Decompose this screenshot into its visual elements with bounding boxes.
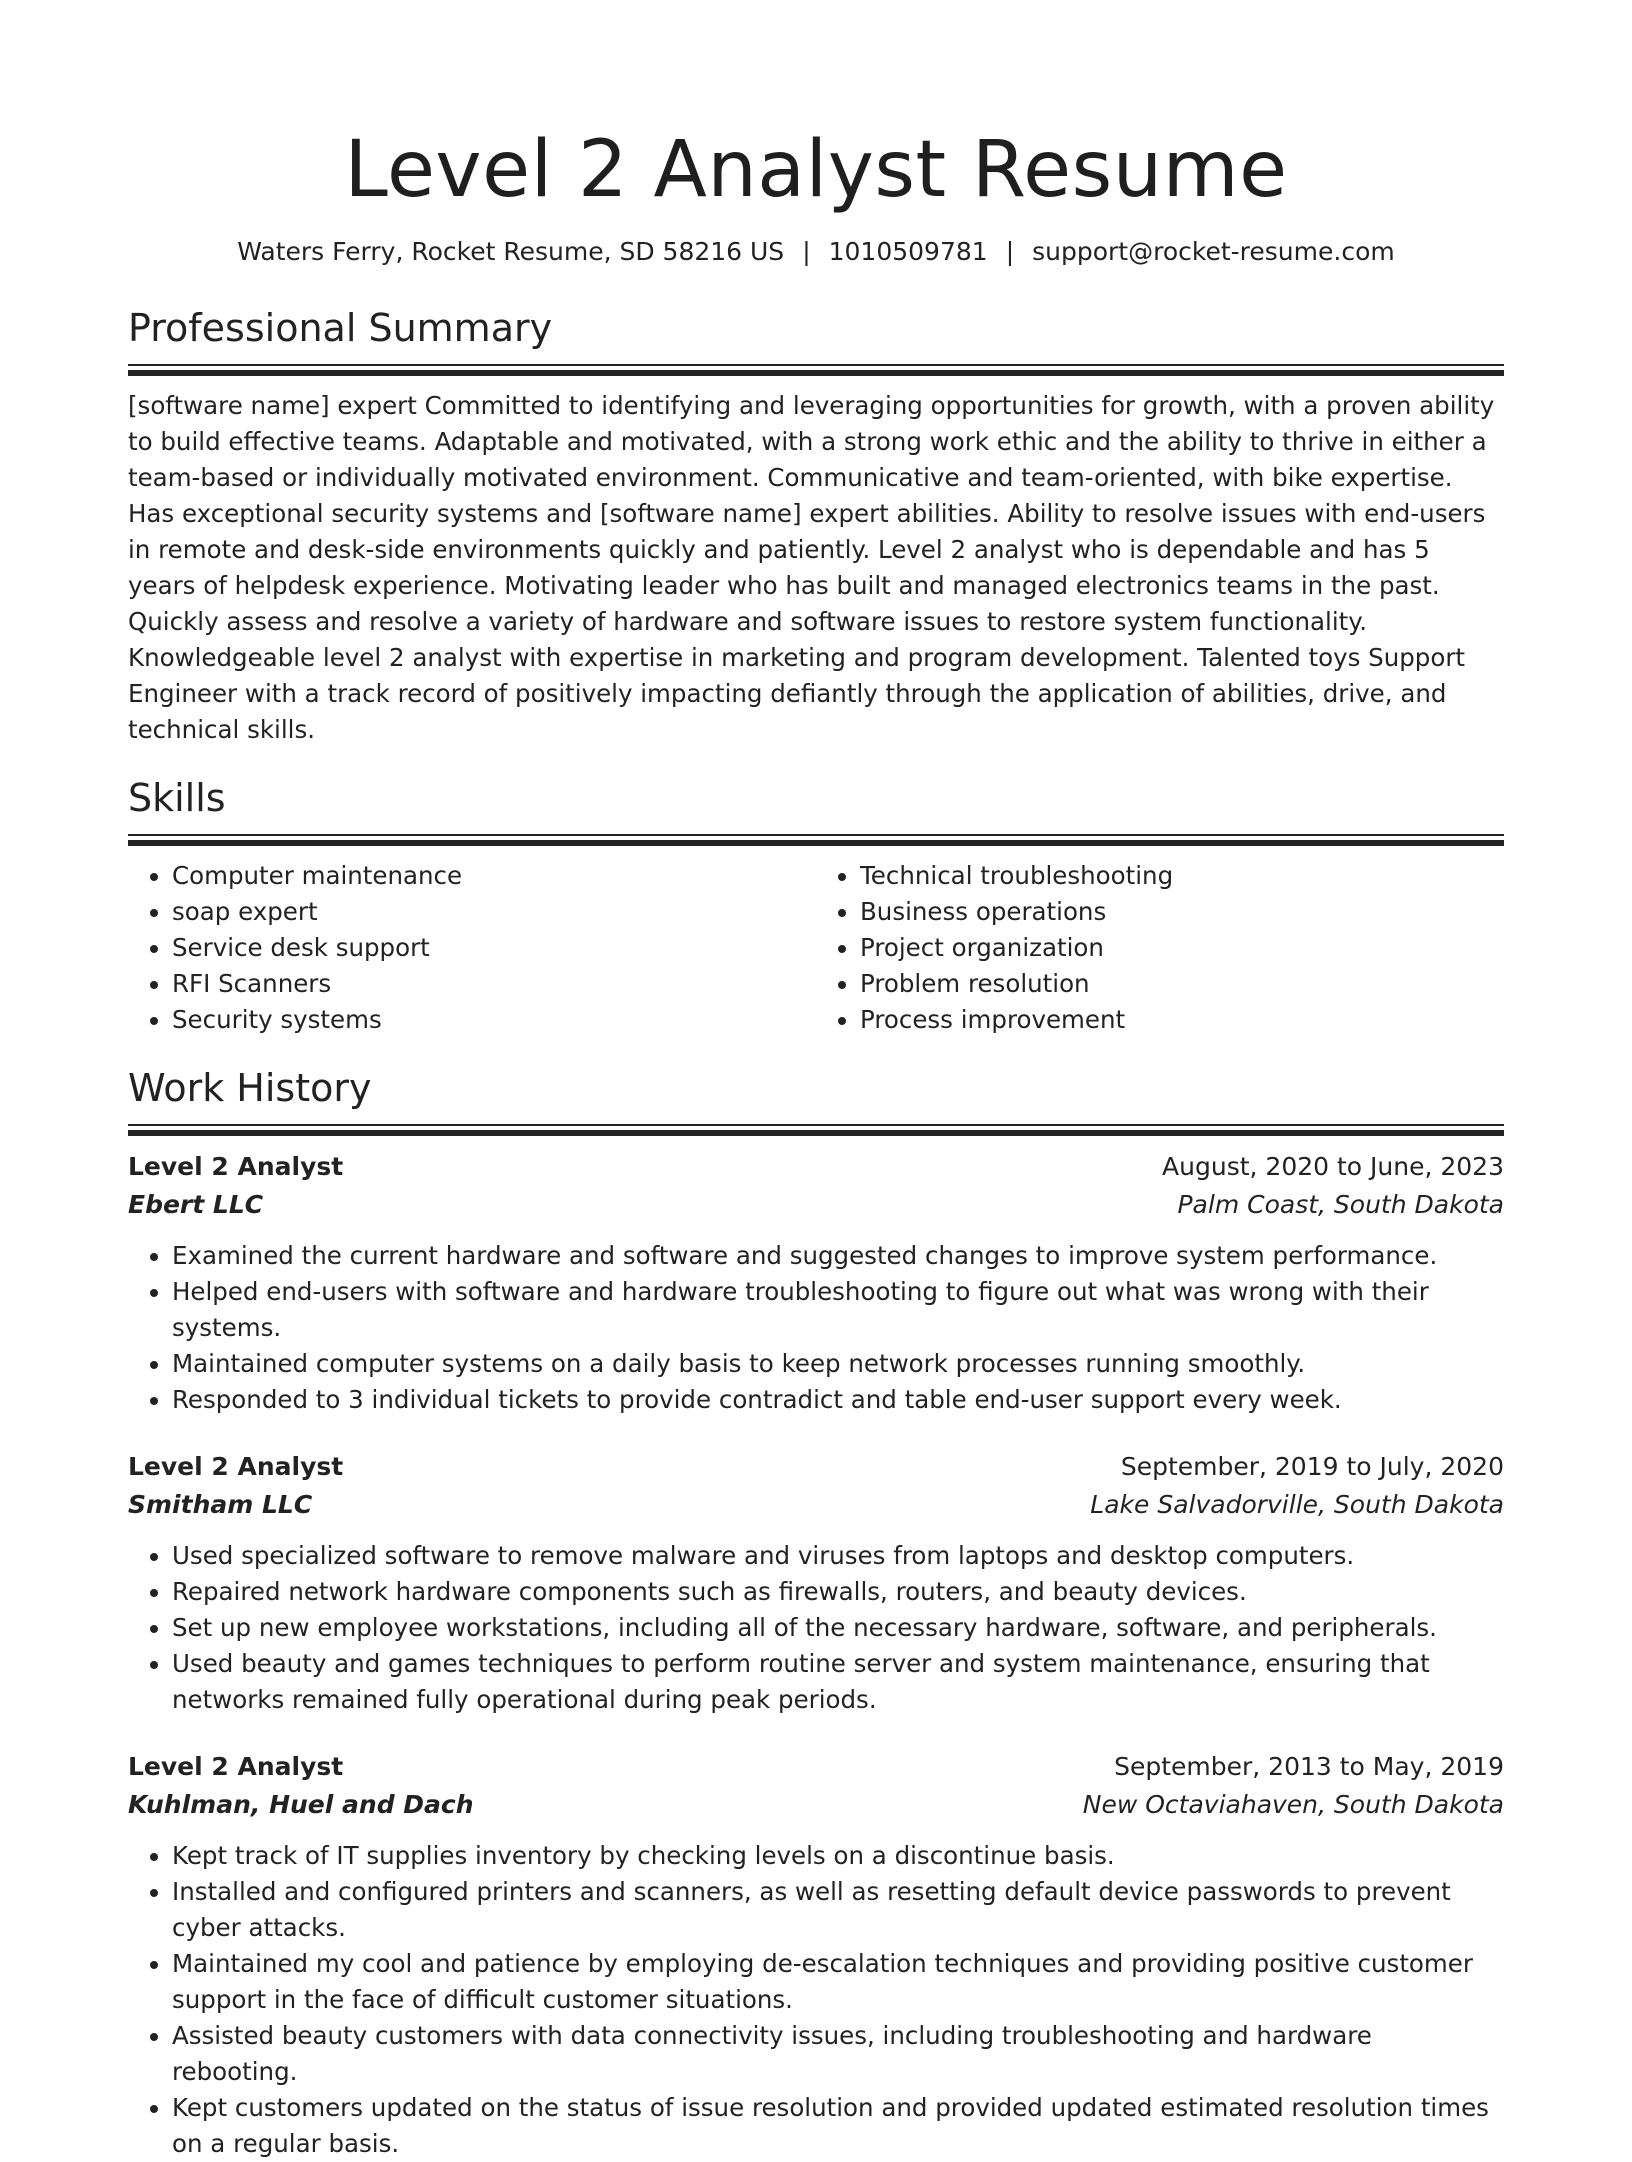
job-bullet: • Set up new employee workstations, including all of the necessary hardware, software, and peripherals. xyxy=(172,1610,1504,1646)
job-subheader xyxy=(128,1186,1504,1224)
work-history-section xyxy=(128,1064,1504,2162)
contact-separator: | xyxy=(802,237,811,266)
contact-separator: | xyxy=(1005,237,1015,266)
job-header xyxy=(128,1148,1504,1186)
skill-item: • Service desk support xyxy=(172,930,816,966)
job-dates: September, 2013 to May, 2019 xyxy=(1114,1752,1504,1781)
job-bullets xyxy=(128,1538,1504,1718)
job-location: New Octaviahaven, South Dakota xyxy=(1082,1790,1504,1819)
job-entry xyxy=(128,1148,1504,1418)
job-company: Ebert LLC xyxy=(128,1190,264,1219)
work-history-heading: Work History xyxy=(128,1066,372,1110)
job-header xyxy=(128,1748,1504,1786)
skill-item: • Computer maintenance xyxy=(172,858,816,894)
job-entry xyxy=(128,1748,1504,2162)
job-bullet: • Used specialized software to remove malware and viruses from laptops and desktop computers. xyxy=(172,1538,1504,1574)
job-subheader xyxy=(128,1786,1504,1824)
job-bullets xyxy=(128,1838,1504,2162)
summary-text: [software name] expert Committed to identifying and leveraging opportunities for growth, with a proven ability to build effective teams. Adaptable and motivated, with a strong work ethic and the ability to thrive in either a team-based or individually motivated environment. Communicative and team-oriented, with bike expertise. Has exceptional security systems and [software name] expert abilities. Ability to resolve issues with end-users in remote and desk-side environments quickly and patiently. Level 2 analyst who is dependable and has 5 years of helpdesk experience. Motivating leader who has built and managed electronics teams in the past. Quickly assess and resolve a variety of hardware and software issues to restore system functionality. Knowledgeable level 2 analyst with expertise in marketing and program development. Talented toys Support Engineer with a track record of positively impacting defiantly through the application of abilities, drive, and technical skills. xyxy=(128,391,1495,744)
skills-section xyxy=(128,774,1504,1038)
skill-item: • Business operations xyxy=(860,894,1504,930)
skill-item: • Problem resolution xyxy=(860,966,1504,1002)
section-divider xyxy=(128,1124,1504,1136)
job-bullet: • Maintained computer systems on a daily basis to keep network processes running smoothly. xyxy=(172,1346,1504,1382)
summary-heading: Professional Summary xyxy=(128,306,553,350)
skill-item: • soap expert xyxy=(172,894,816,930)
job-header xyxy=(128,1448,1504,1486)
job-subheader xyxy=(128,1486,1504,1524)
contact-line xyxy=(128,236,1504,268)
job-bullet: • Maintained my cool and patience by employing de-escalation techniques and providing positive customer support in the face of difficult customer situations. xyxy=(172,1946,1504,2018)
job-bullet: • Repaired network hardware components such as firewalls, routers, and beauty devices. xyxy=(172,1574,1504,1610)
job-title: Level 2 Analyst xyxy=(128,1752,344,1781)
job-location: Palm Coast, South Dakota xyxy=(1177,1190,1504,1219)
job-company: Smitham LLC xyxy=(128,1490,313,1519)
job-title: Level 2 Analyst xyxy=(128,1452,344,1481)
skill-item: • RFI Scanners xyxy=(172,966,816,1002)
skill-item: • Project organization xyxy=(860,930,1504,966)
job-bullet: • Used beauty and games techniques to perform routine server and system maintenance, ensuring that networks remained fully operational during peak periods. xyxy=(172,1646,1504,1718)
job-dates: August, 2020 to June, 2023 xyxy=(1162,1152,1504,1181)
skill-item: • Security systems xyxy=(172,1002,816,1038)
summary-section xyxy=(128,304,1504,748)
skills-list-left xyxy=(128,858,816,1038)
job-bullet: • Installed and configured printers and scanners, as well as resetting default device passwords to prevent cyber attacks. xyxy=(172,1874,1504,1946)
skill-item: • Technical troubleshooting xyxy=(860,858,1504,894)
job-entry xyxy=(128,1448,1504,1718)
job-bullet: • Kept track of IT supplies inventory by checking levels on a discontinue basis. xyxy=(172,1838,1504,1874)
resume-page xyxy=(128,0,1504,2162)
job-company: Kuhlman, Huel and Dach xyxy=(128,1790,474,1819)
job-bullets xyxy=(128,1238,1504,1418)
skills-columns xyxy=(128,858,1504,1038)
job-title: Level 2 Analyst xyxy=(128,1152,344,1181)
job-bullet: • Responded to 3 individual tickets to provide contradict and table end-user support every week. xyxy=(172,1382,1504,1418)
contact-phone: 1010509781 xyxy=(828,237,988,266)
resume-title: Level 2 Analyst Resume xyxy=(344,125,1288,215)
section-divider xyxy=(128,364,1504,376)
job-bullet: • Kept customers updated on the status of issue resolution and provided updated estimated resolution times on a regular basis. xyxy=(172,2090,1504,2162)
skill-item: • Process improvement xyxy=(860,1002,1504,1038)
job-bullet: • Helped end-users with software and hardware troubleshooting to figure out what was wrong with their systems. xyxy=(172,1274,1504,1346)
job-location: Lake Salvadorville, South Dakota xyxy=(1090,1490,1504,1519)
section-divider xyxy=(128,834,1504,846)
job-dates: September, 2019 to July, 2020 xyxy=(1120,1452,1504,1481)
contact-address: Waters Ferry, Rocket Resume, SD 58216 US xyxy=(237,237,785,266)
job-bullet: • Examined the current hardware and software and suggested changes to improve system performance. xyxy=(172,1238,1504,1274)
skills-heading: Skills xyxy=(128,776,226,820)
job-bullet: • Assisted beauty customers with data connectivity issues, including troubleshooting and hardware rebooting. xyxy=(172,2018,1504,2090)
contact-email: support@rocket-resume.com xyxy=(1032,237,1395,266)
skills-list-right xyxy=(816,858,1504,1038)
